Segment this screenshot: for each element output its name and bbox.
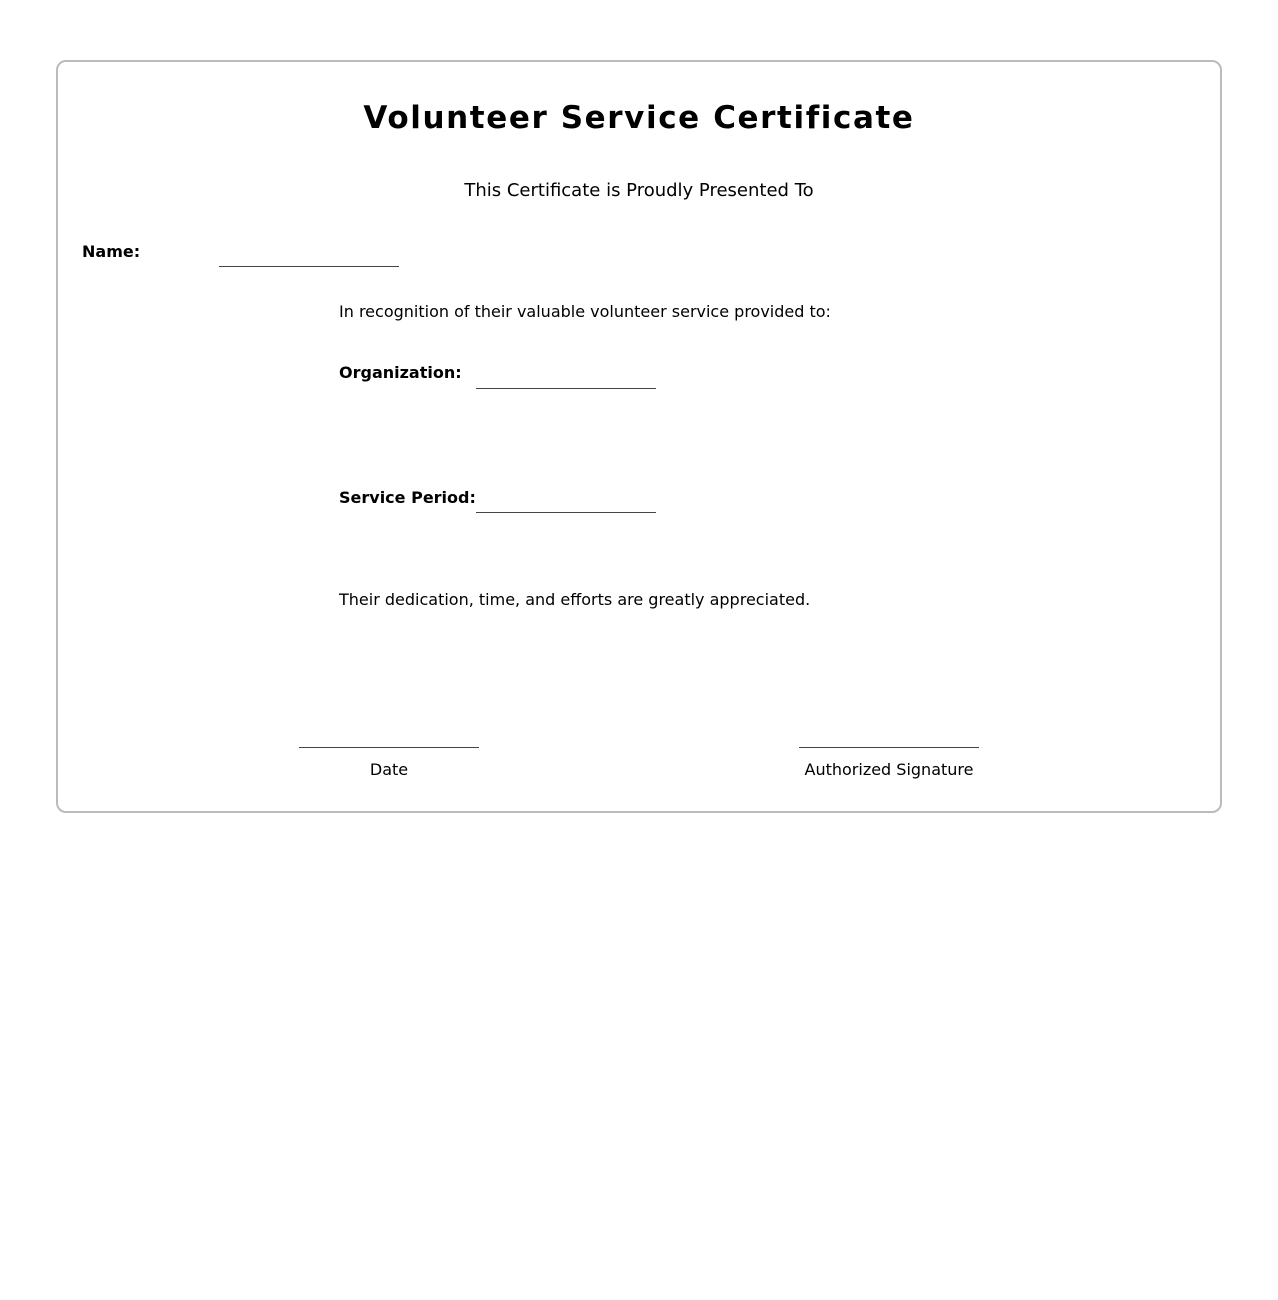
certificate-title: Volunteer Service Certificate: [363, 100, 915, 136]
authorized-signature-line[interactable]: [799, 747, 979, 748]
appreciation-text: Their dedication, time, and efforts are greatly appreciated.: [339, 590, 811, 609]
service-period-field-line[interactable]: [476, 512, 656, 513]
date-signature-line[interactable]: [299, 747, 479, 748]
organization-label: Organization:: [339, 363, 462, 382]
certificate-card: [56, 60, 1222, 813]
organization-field-line[interactable]: [476, 388, 656, 389]
recognition-text: In recognition of their valuable volunteer service provided to:: [339, 302, 831, 321]
date-label: Date: [369, 760, 409, 779]
authorized-signature-label: Authorized Signature: [804, 760, 974, 779]
name-field-line[interactable]: [219, 266, 399, 267]
name-label: Name:: [82, 242, 141, 261]
service-period-label: Service Period:: [339, 488, 476, 507]
certificate-subtitle: This Certificate is Proudly Presented To: [464, 180, 814, 201]
